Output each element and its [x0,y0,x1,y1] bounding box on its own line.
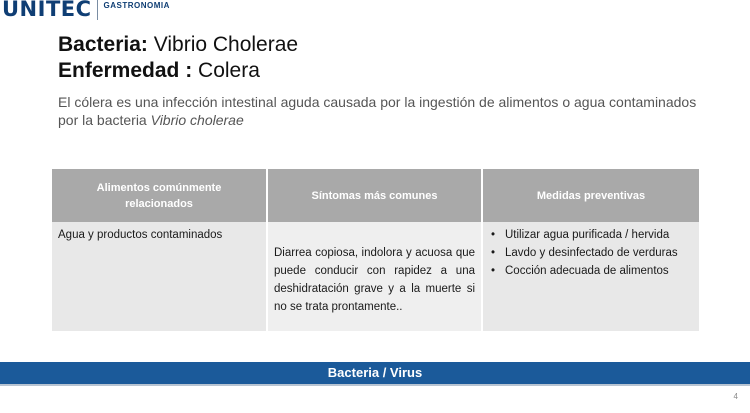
header-foods [52,169,266,222]
intro-paragraph [58,93,708,129]
header-symptoms-label: Síntomas más comunes [311,189,438,202]
prevention-item: • Utilizar agua purificada / hervida [487,226,695,244]
prevention-item: • Cocción adecuada de alimentos [487,262,695,280]
header-foods-line1: Alimentos comúnmente [96,181,222,194]
logo-divider [97,0,98,20]
info-table [52,169,699,331]
header-prevention-label: Medidas preventivas [536,189,646,202]
title-bacteria [58,33,298,57]
header [0,0,170,22]
intro-text: El cólera es una infección intestinal aguda causada por la ingestión de alimentos o agua contaminados por la bacteria [58,94,697,128]
footer-divider [0,384,750,386]
cell-symptoms: Diarrea copiosa, indolora y acuosa que puede conducir con rapidez a una deshidratación grave y a la muerte si no se trata prontamente.. [268,222,481,331]
logo-subtitle: GASTRONOMIA [103,1,170,10]
header-symptoms [268,169,481,222]
unitec-logo: UNITEC [2,0,92,21]
footer-bar: Bacteria / Virus [0,362,750,384]
prevention-item: • Lavdo y desinfectado de verduras [487,244,695,262]
cell-foods: Agua y productos contaminados [52,222,266,331]
prevention-list [487,226,695,280]
title-disease-label: Enfermedad : [58,59,193,82]
title-disease-value: Colera [192,59,260,82]
cell-prevention [483,222,699,331]
title-bacteria-value: Vibrio Cholerae [147,33,299,56]
page-number: 4 [733,392,738,401]
intro-italic: Vibrio cholerae [150,112,244,128]
header-prevention [483,169,699,222]
title-bacteria-label: Bacteria: [58,33,148,56]
title-disease [58,59,260,83]
header-foods-line2: relacionados [125,197,193,210]
